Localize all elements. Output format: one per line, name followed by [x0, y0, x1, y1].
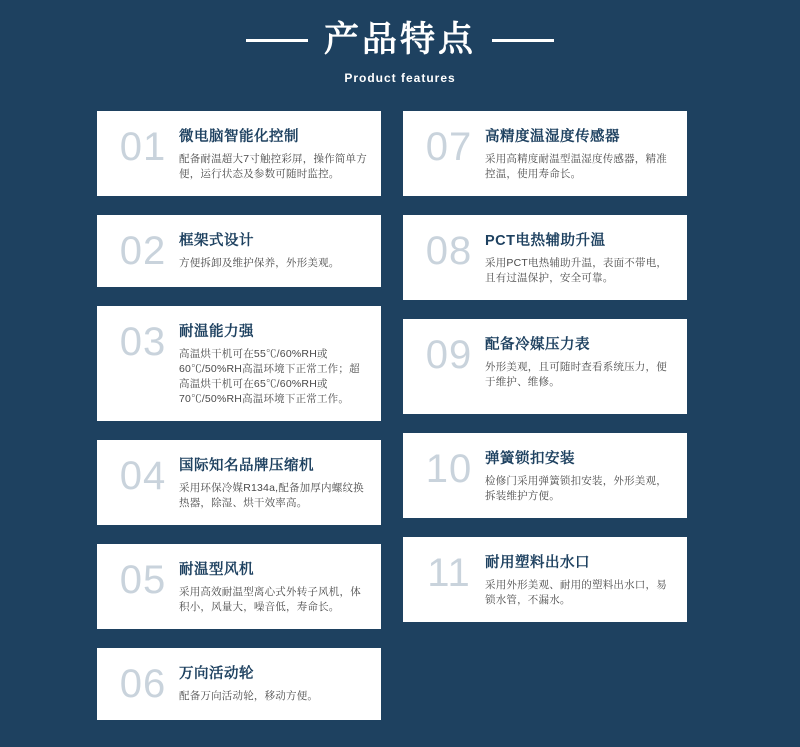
features-column-right — [403, 111, 687, 622]
feature-description: 外形美观，且可随时查看系统压力，便于维护、维修。 — [485, 361, 667, 388]
feature-card-02 — [97, 215, 381, 287]
feature-number: 04 — [119, 454, 167, 498]
feature-number: 05 — [119, 558, 167, 602]
feature-body — [485, 447, 673, 504]
feature-card-11 — [403, 537, 687, 622]
title-rule-right-icon — [492, 39, 554, 42]
feature-body — [179, 558, 367, 615]
feature-body — [179, 125, 367, 182]
feature-body — [179, 662, 367, 704]
feature-number: 06 — [119, 662, 167, 706]
title-rule-left-icon — [246, 39, 308, 42]
feature-number: 10 — [425, 447, 473, 491]
feature-description: 采用外形美观、耐用的塑料出水口，易锁水管，不漏水。 — [485, 579, 667, 606]
feature-body — [485, 229, 673, 286]
feature-body — [485, 333, 673, 390]
feature-title: 耐用塑料出水口 — [485, 555, 590, 571]
feature-card-09 — [403, 319, 687, 414]
feature-body — [179, 320, 367, 407]
feature-description: 配备万向活动轮，移动方便。 — [179, 690, 319, 702]
feature-card-08 — [403, 215, 687, 300]
feature-title: 微电脑智能化控制 — [179, 129, 299, 145]
feature-body — [485, 125, 673, 182]
feature-body — [179, 454, 367, 511]
feature-card-10 — [403, 433, 687, 518]
feature-description: 采用PCT电热辅助升温，表面不带电，且有过温保护，安全可靠。 — [485, 257, 668, 284]
feature-description: 采用高效耐温型离心式外转子风机，体积小，风量大，噪音低，寿命长。 — [179, 586, 361, 613]
feature-number: 09 — [425, 333, 473, 377]
feature-title: 国际知名品牌压缩机 — [179, 458, 314, 474]
feature-card-07 — [403, 111, 687, 196]
page-title: 产品特点 — [323, 20, 476, 59]
feature-title: 耐温能力强 — [179, 324, 254, 340]
feature-number: 11 — [427, 551, 471, 595]
feature-title: 万向活动轮 — [179, 666, 254, 682]
feature-body — [485, 551, 673, 608]
feature-number: 02 — [119, 229, 167, 273]
feature-title: 配备冷媒压力表 — [485, 337, 590, 353]
feature-card-05 — [97, 544, 381, 629]
page-header — [0, 18, 800, 85]
feature-title: 框架式设计 — [179, 233, 254, 249]
feature-card-03 — [97, 306, 381, 421]
features-grid — [0, 111, 800, 720]
feature-card-06 — [97, 648, 381, 720]
feature-title: 高精度温湿度传感器 — [485, 129, 620, 145]
feature-title: PCT电热辅助升温 — [485, 233, 606, 249]
feature-number: 01 — [119, 125, 167, 169]
feature-number: 07 — [425, 125, 473, 169]
feature-description: 配备耐温超大7寸触控彩屏，操作简单方便，运行状态及参数可随时监控。 — [179, 153, 367, 180]
feature-description: 高温烘干机可在55℃/60%RH或60℃/50%RH高温环境下正常工作；超高温烘干机可在65℃/60%RH或70℃/50%RH高温环境下正常工作。 — [179, 348, 360, 405]
feature-number: 03 — [119, 320, 167, 364]
features-column-left — [97, 111, 381, 720]
feature-description: 采用环保冷媒R134a,配备加厚内螺纹换热器，除湿、烘干效率高。 — [179, 482, 364, 509]
feature-body — [179, 229, 367, 271]
feature-card-01 — [97, 111, 381, 196]
feature-description: 采用高精度耐温型温湿度传感器，精准控温，使用寿命长。 — [485, 153, 667, 180]
feature-card-04 — [97, 440, 381, 525]
title-row — [0, 18, 800, 62]
page-subtitle: Product features — [344, 71, 456, 85]
feature-description: 方便拆卸及维护保养，外形美观。 — [179, 257, 340, 269]
feature-title: 耐温型风机 — [179, 562, 254, 578]
feature-title: 弹簧锁扣安装 — [485, 451, 575, 467]
feature-number: 08 — [425, 229, 473, 273]
feature-description: 检修门采用弹簧锁扣安装，外形美观，拆装维护方便。 — [485, 475, 667, 502]
